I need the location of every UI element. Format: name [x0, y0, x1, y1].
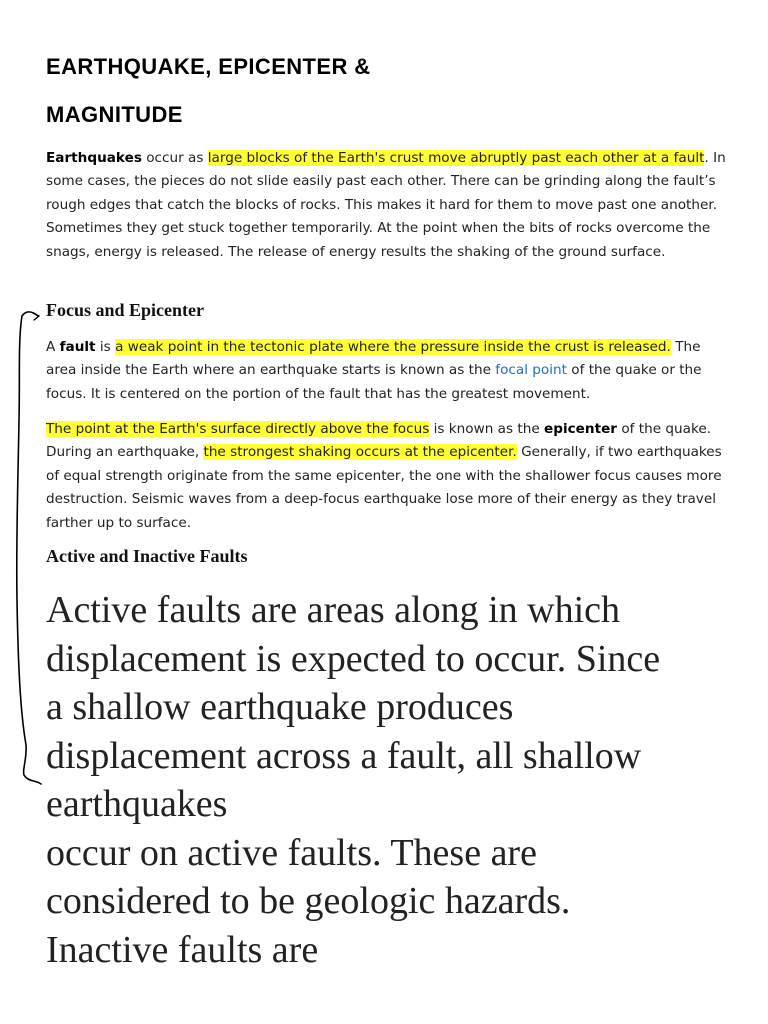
- text: The area inside the Earth where an earthquake starts is known as the: [46, 339, 701, 379]
- text: A: [46, 339, 60, 355]
- large-text-line: a shallow earthquake produces: [46, 686, 514, 728]
- large-text-line: considered to be geologic hazards.: [46, 880, 571, 922]
- bold-term-fault: fault: [59, 339, 96, 355]
- highlight-text: The point at the Earth's surface directly above the focus: [46, 421, 430, 437]
- paragraph-epicenter: [46, 418, 732, 535]
- paragraph-fault: [46, 336, 732, 406]
- paragraph-earthquakes: [46, 147, 732, 264]
- text: of the quake. During an earthquake,: [46, 421, 712, 461]
- focal-point-link[interactable]: focal point: [495, 362, 567, 379]
- highlight-text: a weak point in the tectonic plate where the pressure inside the crust is released.: [115, 339, 671, 355]
- large-text-block: [46, 586, 746, 974]
- large-text-line: earthquakes: [46, 783, 228, 825]
- bold-term-epicenter: epicenter: [544, 421, 618, 437]
- large-text-line: Active faults are areas along in which: [46, 589, 620, 631]
- large-text-line: occur on active faults. These are: [46, 831, 537, 874]
- text: is known as the: [429, 421, 545, 437]
- section-heading-focus-epicenter: Focus and Epicenter: [46, 300, 205, 320]
- bold-term-earthquakes: Earthquakes: [46, 150, 142, 166]
- text: of the quake or the focus. It is centered on the portion of the fault that has the greatest movement.: [46, 362, 702, 402]
- page-title-line-1: EARTHQUAKE, EPICENTER &: [46, 54, 371, 79]
- highlight-text: large blocks of the Earth's crust move abruptly past each other at a fault: [207, 150, 705, 166]
- text: . In some cases, the pieces do not slide easily past each other. There can be grinding along the fault’s rough edges that catch the blocks of rocks. This makes it hard for them to move past one another. Sometimes they get stuck together temporarily. At the point when the bits of rocks overcome the snags, energy is released. The release of energy results the shaking of the ground surface.: [46, 150, 726, 260]
- section-heading-active-inactive-faults: Active and Inactive Faults: [46, 546, 248, 566]
- large-text-line: Inactive faults are: [46, 928, 319, 971]
- text: is: [95, 339, 116, 355]
- text: occur as: [141, 150, 208, 166]
- highlight-text: the strongest shaking occurs at the epicenter.: [203, 444, 517, 461]
- large-text-line: displacement across a fault, all shallow: [46, 734, 642, 777]
- page-title-line-2: MAGNITUDE: [46, 102, 183, 127]
- text: Generally, if two earthquakes of equal strength originate from the same epicenter, the one with the shallower focus causes more destruction. Seismic waves from a deep-focus earthquake lose more of their energy as they travel farther up to surface.: [46, 444, 722, 531]
- large-text-line: displacement is expected to occur. Since: [46, 637, 661, 680]
